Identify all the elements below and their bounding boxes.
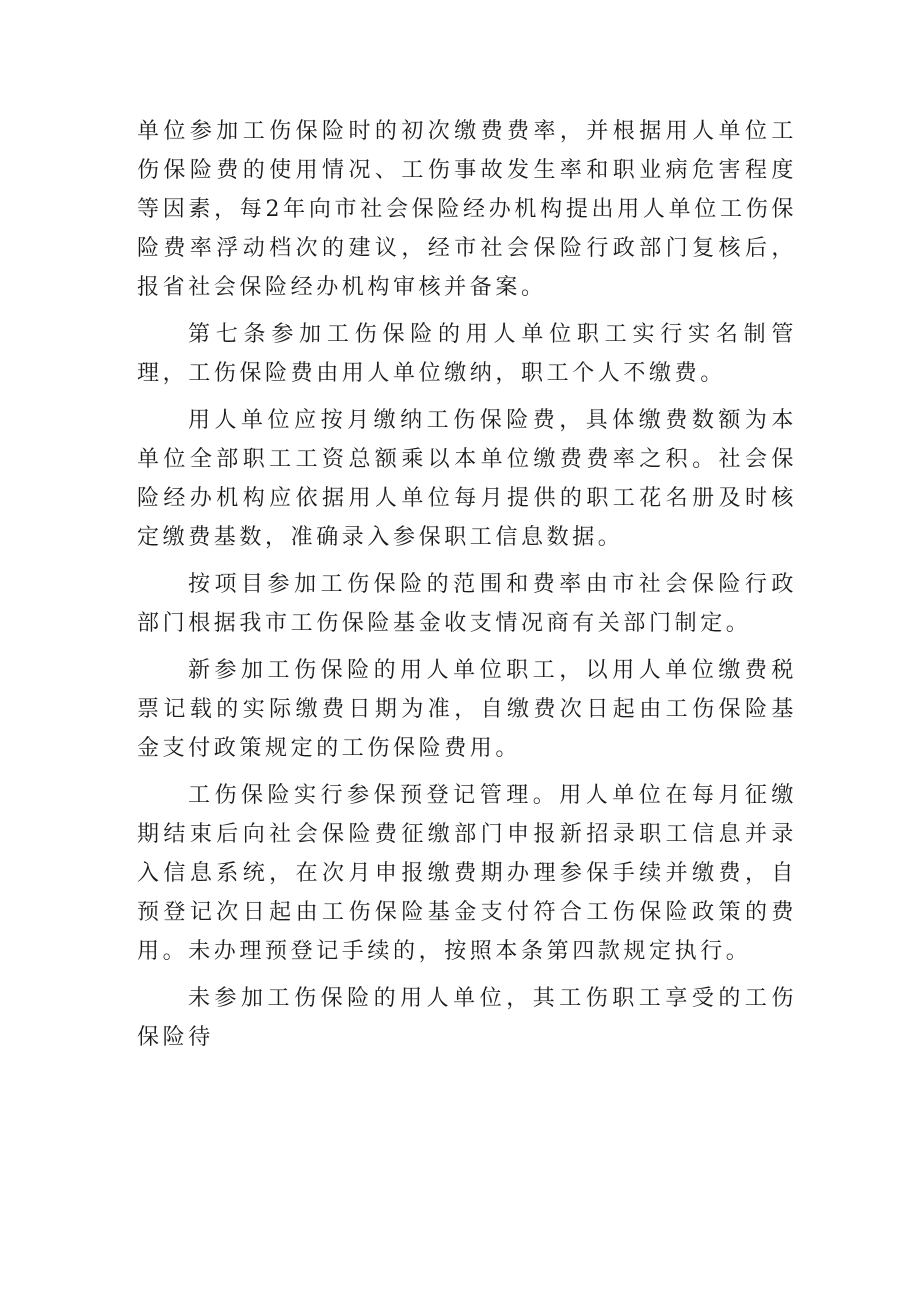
- paragraph-pre-registration: 工伤保险实行参保预登记管理。用人单位在每月征缴期结束后向社会保险费征缴部门申报新招录职工信息并录入信息系统，在次月申报缴费期办理参保手续并缴费，自预登记次日起由工伤保险基金支付符合工伤保险政策的费用。未办理预登记手续的，按照本条第四款规定执行。: [137, 783, 797, 964]
- document-body: [137, 112, 797, 1065]
- paragraph-not-enrolled: 未参加工伤保险的用人单位，其工伤职工享受的工伤保险待: [137, 986, 797, 1050]
- paragraph-continuation: 单位参加工伤保险时的初次缴费费率，并根据用人单位工伤保险费的使用情况、工伤事故发生率和职业病危害程度等因素，每2年向市社会保险经办机构提出用人单位工伤保险费率浮动档次的建议，经市社会保险行政部门复核后，报省社会保险经办机构审核并备案。: [137, 119, 797, 300]
- paragraph-monthly-payment: 用人单位应按月缴纳工伤保险费，具体缴费数额为本单位全部职工工资总额乘以本单位缴费费率之积。社会保险经办机构应依据用人单位每月提供的职工花名册及时核定缴费基数，准确录入参保职工信息数据。: [137, 408, 797, 550]
- paragraph-article-7: 第七条参加工伤保险的用人单位职工实行实名制管理，工伤保险费由用人单位缴纳，职工个人不缴费。: [137, 322, 797, 386]
- paragraph-new-enrollment: 新参加工伤保险的用人单位职工，以用人单位缴费税票记载的实际缴费日期为准，自缴费次日起由工伤保险基金支付政策规定的工伤保险费用。: [137, 658, 797, 761]
- paragraph-project-based: 按项目参加工伤保险的范围和费率由市社会保险行政部门根据我市工伤保险基金收支情况商有关部门制定。: [137, 572, 797, 636]
